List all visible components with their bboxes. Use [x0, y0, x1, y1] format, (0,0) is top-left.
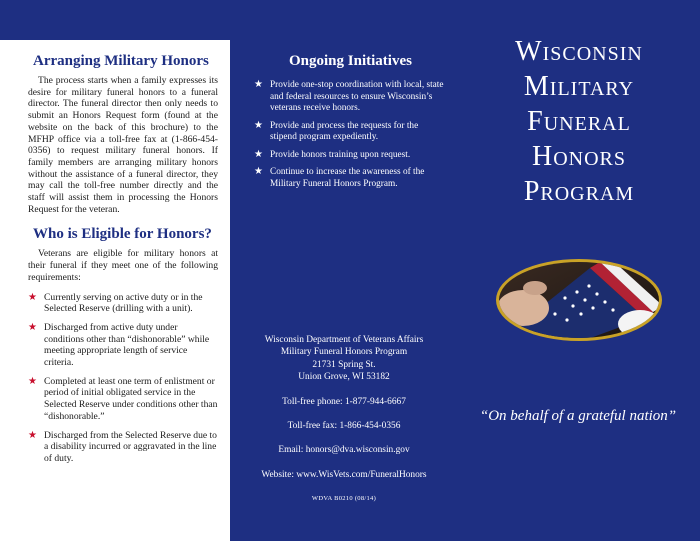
initiative-item — [254, 150, 444, 162]
requirements-list — [28, 292, 218, 465]
title-line: Funeral — [527, 106, 631, 137]
spacer — [232, 457, 456, 469]
cover-title — [470, 34, 688, 209]
initiative-text: Provide honors training upon request. — [270, 149, 411, 160]
title-line: Honors — [531, 141, 626, 172]
contact-street: 21731 Spring St. — [312, 359, 376, 370]
contact-phone: Toll-free phone: 1-877-944-6667 — [282, 396, 406, 407]
initiative-item — [254, 167, 444, 190]
initiatives-heading: Ongoing Initiatives — [289, 53, 412, 69]
spacer — [232, 384, 456, 396]
contact-fax: Toll-free fax: 1-866-454-0356 — [287, 421, 401, 432]
initiatives-list — [254, 80, 444, 190]
red-star-icon: ★ — [28, 429, 37, 441]
requirement-item — [28, 292, 218, 315]
title-line: Wisconsin — [515, 36, 643, 67]
red-star-icon: ★ — [28, 321, 37, 333]
white-star-icon: ★ — [254, 79, 263, 90]
initiative-text: Provide one-stop coordination with local, state and federal resources to ensure Wisconsin’s veterans receive honors. — [270, 80, 444, 113]
spacer — [232, 481, 456, 493]
folded-flag-image — [495, 258, 663, 342]
contact-email: Email: honors@dva.wisconsin.gov — [278, 445, 410, 456]
bottom-margin — [230, 541, 700, 550]
spacer — [232, 408, 456, 420]
form-code: WDVA B0210 (08/14) — [311, 495, 377, 503]
requirement-item — [28, 430, 218, 465]
initiative-item — [254, 80, 444, 115]
contact-org: Wisconsin Department of Veterans Affairs — [264, 335, 424, 345]
title-line: Military — [523, 71, 635, 102]
contact-website: Website: www.WisVets.com/FuneralHonors — [261, 469, 427, 480]
eligible-intro: Veterans are eligible for military honors at their funeral if they meet one of the following requirements: — [28, 248, 218, 283]
title-line: Program — [523, 176, 635, 207]
initiative-text: Provide and process the requests for the stipend program expediently. — [270, 120, 419, 142]
requirement-text: Discharged from the Selected Reserve due to a disability incurred or aggravated in the line of duty. — [44, 429, 217, 464]
requirement-text: Completed at least one term of enlistment or period of initial obligated service in the Selected Reserve under conditions other than “dishonorable.” — [44, 375, 218, 422]
contact-city: Union Grove, WI 53182 — [298, 372, 390, 383]
requirement-text: Discharged from active duty under conditions other than “dishonorable” while meeting appropriate length of service criteria. — [44, 321, 210, 369]
red-star-icon: ★ — [28, 291, 37, 303]
requirement-item — [28, 376, 218, 423]
white-star-icon: ★ — [254, 148, 263, 160]
contact-block — [232, 334, 456, 506]
arranging-heading: Arranging Military Honors — [33, 53, 209, 69]
initiative-item — [254, 121, 444, 144]
left-panel-content — [28, 52, 218, 472]
middle-panel-content — [254, 52, 444, 196]
contact-program: Military Funeral Honors Program — [280, 347, 408, 358]
spacer — [232, 432, 456, 444]
requirement-item — [28, 322, 218, 369]
arranging-body: The process starts when a family expresses its desire for military funeral honors to a funeral director. The funeral director then only needs to submit an Honors Request form (found at the website on the back of this brochure) to the MFHP office via a toll-free fax at (1-866-454-0356) to request military funeral honors. If family members are arranging military honors without the assistance of a funeral director, they may call the toll-free number directly and the staff will assist them in processing the Honors Request for the veteran. — [28, 75, 218, 215]
initiative-text: Continue to increase the awareness of the Military Funeral Honors Program. — [270, 167, 425, 189]
folded-flag-emblem — [495, 258, 663, 342]
red-star-icon: ★ — [28, 375, 37, 387]
white-star-icon: ★ — [254, 166, 263, 177]
flag-photo — [495, 258, 663, 342]
white-star-icon: ★ — [254, 119, 263, 131]
cover-tagline: “On behalf of a grateful nation” — [479, 408, 677, 424]
eligible-heading: Who is Eligible for Honors? — [33, 226, 212, 243]
requirement-text: Currently serving on active duty or in the Selected Reserve (drilling with a unit). — [44, 291, 203, 315]
